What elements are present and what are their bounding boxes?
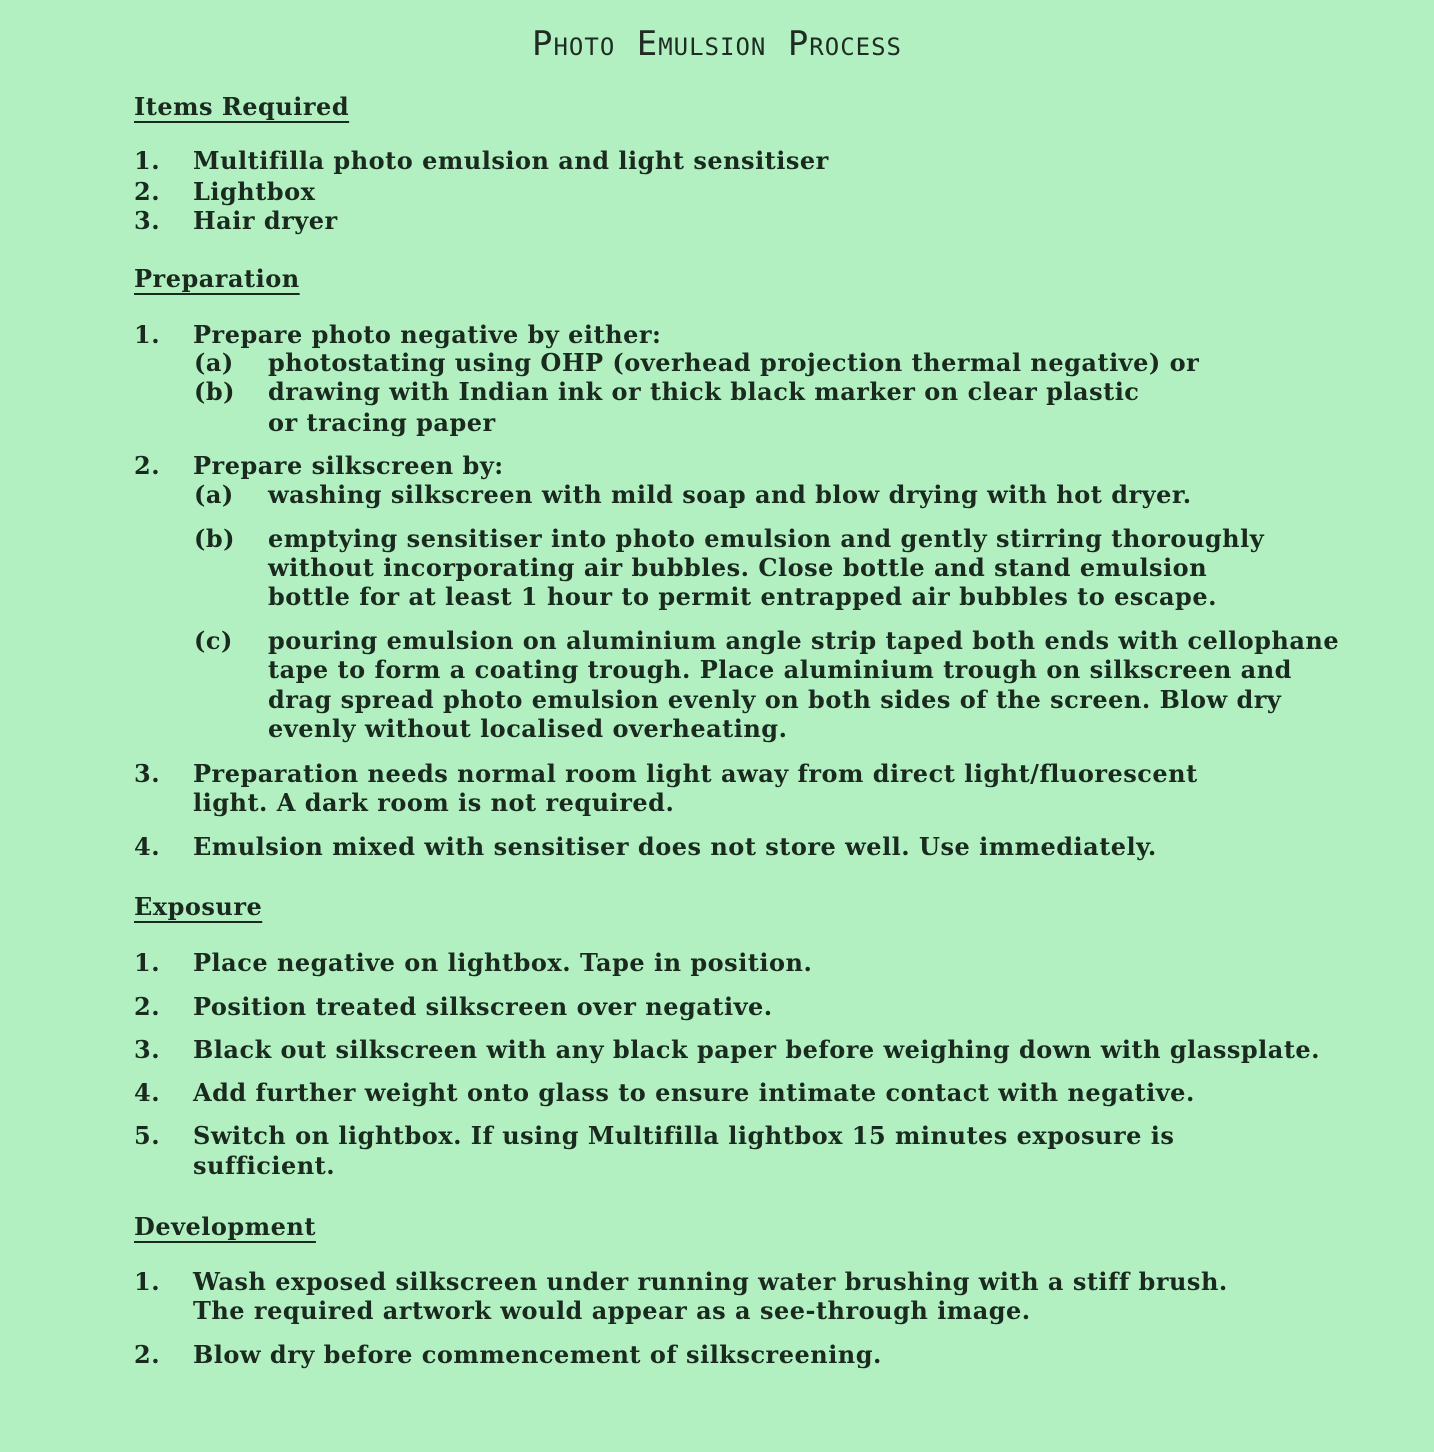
item-number: 1. (134, 948, 161, 977)
item-text: Blow dry before commencement of silkscreening. (193, 1340, 882, 1369)
item-text: Place negative on lightbox. Tape in position. (193, 948, 813, 977)
continuation-line: bottle for at least 1 hour to permit entrapped air bubbles to escape. (268, 582, 1217, 611)
item-number: 1. (134, 320, 161, 349)
list-item (134, 1267, 1228, 1297)
sub-item-label: (b) (194, 377, 235, 406)
sub-item-text: photostating using OHP (overhead projection thermal negative) or (268, 348, 1200, 377)
item-number: 5. (134, 1121, 161, 1150)
sub-item (194, 524, 1264, 554)
item-number: 2. (134, 177, 161, 206)
sub-item-text: pouring emulsion on aluminium angle strip taped both ends with cellophane (268, 626, 1340, 655)
sub-item (194, 626, 1339, 656)
item-text: Preparation needs normal room light away from direct light/fluorescent (193, 759, 1198, 788)
continuation-line: light. A dark room is not required. (193, 788, 675, 817)
list-item (134, 1078, 1195, 1108)
continuation-line: without incorporating air bubbles. Close bottle and stand emulsion (268, 553, 1208, 582)
heading-development: Development (134, 1212, 316, 1241)
continuation-line: tape to form a coating trough. Place aluminium trough on silkscreen and (268, 655, 1292, 684)
list-item (134, 1340, 882, 1370)
sub-item-text: drawing with Indian ink or thick black marker on clear plastic (268, 377, 1140, 406)
list-item (134, 451, 504, 481)
heading-preparation: Preparation (134, 264, 300, 293)
sub-item-label: (c) (194, 626, 233, 655)
item-number: 2. (134, 1340, 161, 1369)
item-number: 3. (134, 1035, 161, 1064)
item-text: Multifilla photo emulsion and light sensitiser (193, 146, 829, 175)
list-item (134, 320, 661, 350)
page-title: Photo Emulsion Process (532, 24, 902, 64)
sub-item-label: (a) (194, 480, 234, 509)
sub-item-label: (a) (194, 348, 234, 377)
item-number: 4. (134, 1078, 161, 1107)
item-text: Lightbox (193, 177, 316, 206)
continuation-line: evenly without localised overheating. (268, 714, 788, 743)
item-number: 4. (134, 832, 161, 861)
heading-exposure: Exposure (134, 892, 263, 921)
item-text: Position treated silkscreen over negative. (193, 992, 773, 1021)
list-item (134, 832, 1157, 862)
item-text: Add further weight onto glass to ensure intimate contact with negative. (193, 1078, 1195, 1107)
heading-items-required: Items Required (134, 92, 350, 121)
list-item (134, 1121, 1174, 1151)
sub-item-text: emptying sensitiser into photo emulsion and gently stirring thoroughly (268, 524, 1265, 553)
item-text: Emulsion mixed with sensitiser does not store well. Use immediately. (193, 832, 1157, 861)
continuation-line: The required artwork would appear as a see-through image. (193, 1296, 1031, 1325)
item-number: 3. (134, 206, 161, 235)
sub-item (194, 348, 1199, 378)
continuation-line: sufficient. (193, 1151, 336, 1180)
item-text: Switch on lightbox. If using Multifilla lightbox 15 minutes exposure is (193, 1121, 1175, 1150)
list-item (134, 177, 315, 207)
item-text: Prepare silkscreen by: (193, 451, 504, 480)
list-item (134, 759, 1198, 789)
item-number: 1. (134, 1267, 161, 1296)
item-number: 2. (134, 992, 161, 1021)
sub-item-label: (b) (194, 524, 235, 553)
item-number: 1. (134, 146, 161, 175)
item-number: 2. (134, 451, 161, 480)
sub-item-text: washing silkscreen with mild soap and blow drying with hot dryer. (268, 480, 1192, 509)
list-item (134, 992, 773, 1022)
item-text: Wash exposed silkscreen under running water brushing with a stiff brush. (193, 1267, 1228, 1296)
item-text: Black out silkscreen with any black paper before weighing down with glassplate. (193, 1035, 1321, 1064)
list-item (134, 948, 812, 978)
list-item (134, 146, 829, 176)
continuation-line: or tracing paper (268, 408, 496, 437)
list-item (134, 1035, 1320, 1065)
item-number: 3. (134, 759, 161, 788)
sub-item (194, 480, 1192, 510)
sub-item (194, 377, 1139, 407)
item-text: Hair dryer (193, 206, 338, 235)
continuation-line: drag spread photo emulsion evenly on both sides of the screen. Blow dry (268, 685, 1282, 714)
item-text: Prepare photo negative by either: (193, 320, 662, 349)
list-item (134, 206, 338, 236)
